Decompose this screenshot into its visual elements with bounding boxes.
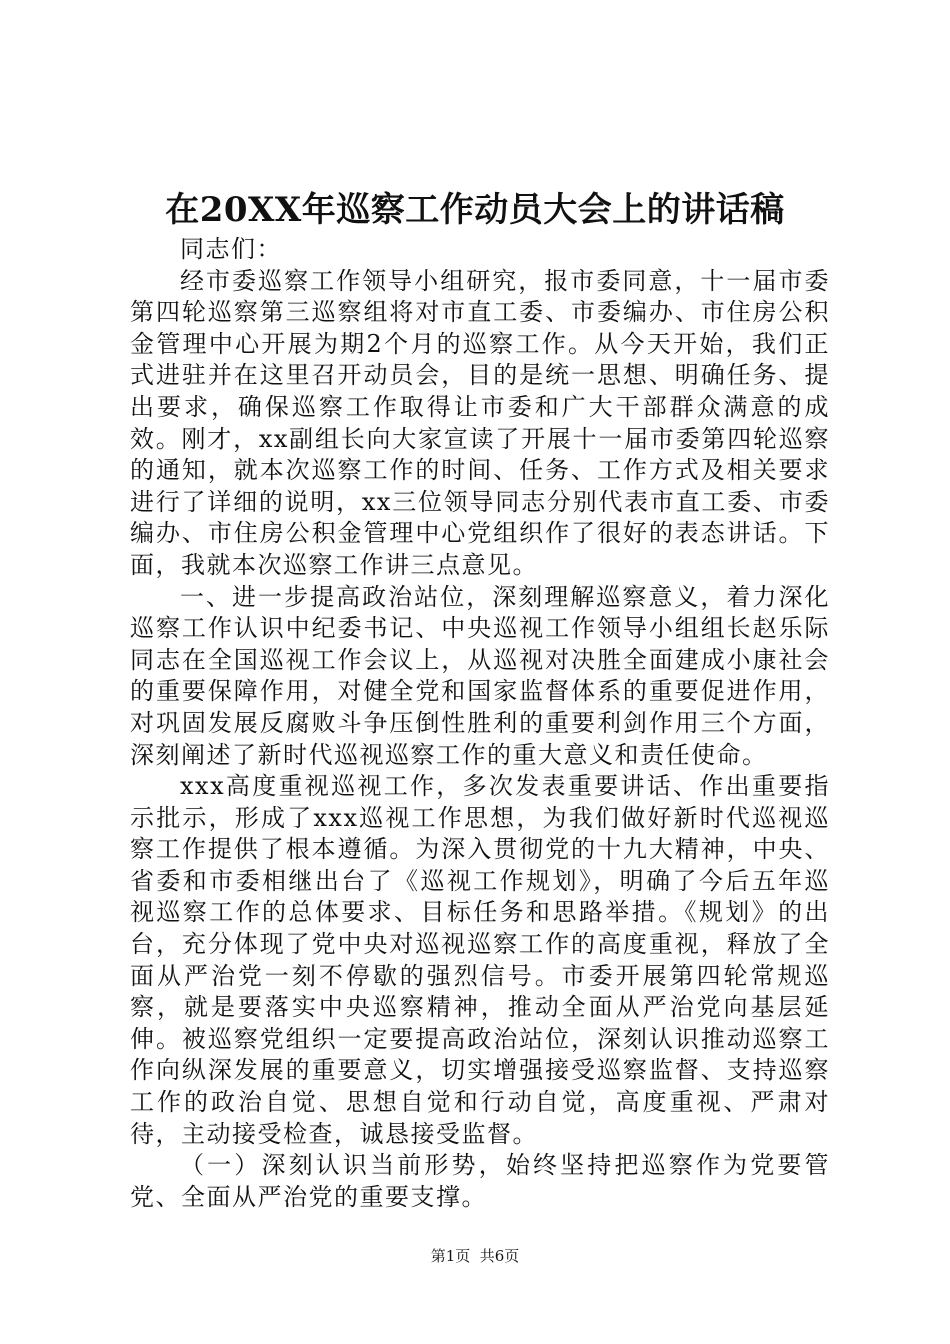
document-body — [130, 234, 830, 1213]
salutation-paragraph: 同志们： — [180, 235, 282, 263]
page-number-footer: 第1页 共6页 — [430, 1247, 520, 1265]
body-paragraph: 经市委巡察工作领导小组研究，报市委同意，十一届市委第四轮巡察第三巡察组将对市直工委、市委编办、市住房公积金管理中心开展为期2个月的巡察工作。从今天开始，我们正式进驻并在这里召开动员会，目的是统一思想、明确任务、提出要求，确保巡察工作取得让市委和广大干部群众满意的成效。刚才，xx副组长向大家宣读了开展十一届市委第四轮巡察的通知，就本次巡察工作的时间、任务、工作方式及相关要求进行了详细的说明，xx三位领导同志分别代表市直工委、市委编办、市住房公积金管理中心党组织作了很好的表态讲话。下面，我就本次巡察工作讲三点意见。 — [130, 266, 830, 579]
document-title: 在20XX年巡察工作动员大会上的讲话稿 — [165, 190, 785, 230]
body-paragraph: 一、进一步提高政治站位，深刻理解巡察意义，着力深化巡察工作认识中纪委书记、中央巡视工作领导小组组长赵乐际同志在全国巡视工作会议上，从巡视对决胜全面建成小康社会的重要保障作用，对健全党和国家监督体系的重要促进作用，对巩固发展反腐败斗争压倒性胜利的重要利剑作用三个方面，深刻阐述了新时代巡视巡察工作的重大意义和责任使命。 — [130, 582, 830, 769]
body-paragraph: （一）深刻认识当前形势，始终坚持把巡察作为党要管党、全面从严治党的重要支撑。 — [130, 1151, 830, 1211]
body-paragraph: xxx高度重视巡视工作，多次发表重要讲话、作出重要指示批示，形成了xxx巡视工作思想，为我们做好新时代巡视巡察工作提供了根本遵循。为深入贯彻党的十九大精神，中央、省委和市委相继出台了《巡视工作规划》，明确了今后五年巡视巡察工作的总体要求、目标任务和思路举措。《规划》的出台，充分体现了党中央对巡视巡察工作的高度重视，释放了全面从严治党一刻不停歇的强烈信号。市委开展第四轮常规巡察，就是要落实中央巡察精神，推动全面从严治党向基层延伸。被巡察党组织一定要提高政治站位，深刻认识推动巡察工作向纵深发展的重要意义，切实增强接受巡察监督、支持巡察工作的政治自觉、思想自觉和行动自觉，高度重视、严肃对待，主动接受检查，诚恳接受监督。 — [130, 772, 830, 1148]
